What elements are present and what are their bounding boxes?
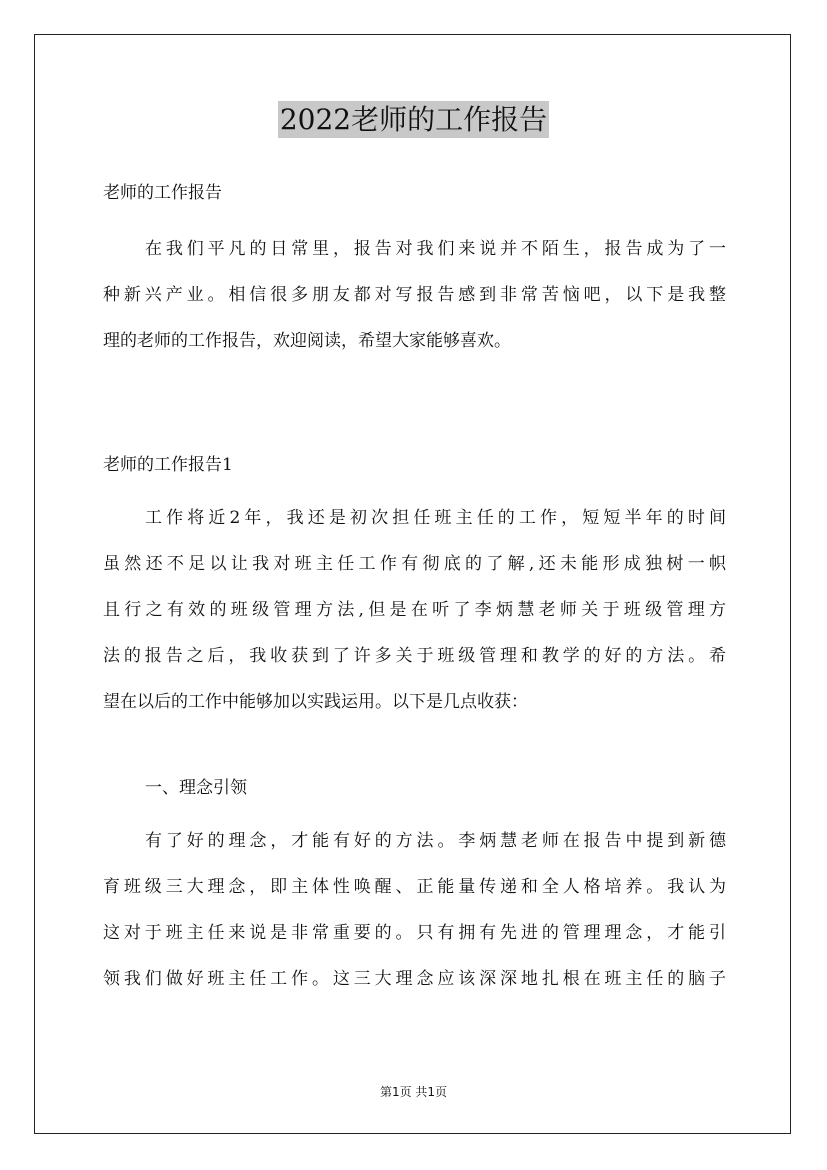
- section2-line-4: 领我们做好班主任工作。这三大理念应该深深地扎根在班主任的脑子: [103, 969, 726, 989]
- document-title: 2022老师的工作报告: [279, 103, 548, 136]
- intro-line-2: 种新兴产业。相信很多朋友都对写报告感到非常苦恼吧，以下是我整: [103, 285, 726, 305]
- intro-line-1: 在我们平凡的日常里，报告对我们来说并不陌生，报告成为了一: [145, 239, 726, 259]
- page-footer: 第1页 共1页: [379, 1085, 448, 1099]
- section2-paragraph: [103, 818, 726, 1002]
- section1-line-1: 工作将近2年，我还是初次担任班主任的工作，短短半年的时间: [145, 508, 726, 528]
- section2-line-2: 育班级三大理念，即主体性唤醒、正能量传递和全人格培养。我认为: [103, 877, 726, 897]
- section1-paragraph: [103, 495, 726, 725]
- subtitle: 老师的工作报告: [103, 183, 222, 203]
- intro-paragraph: [103, 226, 726, 364]
- intro-line-3: 理的老师的工作报告，欢迎阅读，希望大家能够喜欢。: [103, 331, 511, 351]
- section1-line-5: 望在以后的工作中能够加以实践运用。以下是几点收获：: [103, 692, 528, 712]
- subheading-1: 一、理念引领: [145, 778, 247, 798]
- section1-line-4: 法的报告之后，我收获到了许多关于班级管理和教学的好的方法。希: [103, 646, 726, 666]
- subheading-paragraph: [103, 765, 726, 811]
- section2-line-1: 有了好的理念，才能有好的方法。李炳慧老师在报告中提到新德: [145, 831, 726, 851]
- section-heading-1: 老师的工作报告1: [103, 455, 233, 475]
- section1-line-3: 且行之有效的班级管理方法,但是在听了李炳慧老师关于班级管理方: [103, 600, 726, 620]
- section2-line-3: 这对于班主任来说是非常重要的。只有拥有先进的管理理念，才能引: [103, 923, 726, 943]
- document-title-wrap: [0, 100, 827, 140]
- section1-line-2: 虽然还不足以让我对班主任工作有彻底的了解,还未能形成独树一帜: [103, 554, 726, 574]
